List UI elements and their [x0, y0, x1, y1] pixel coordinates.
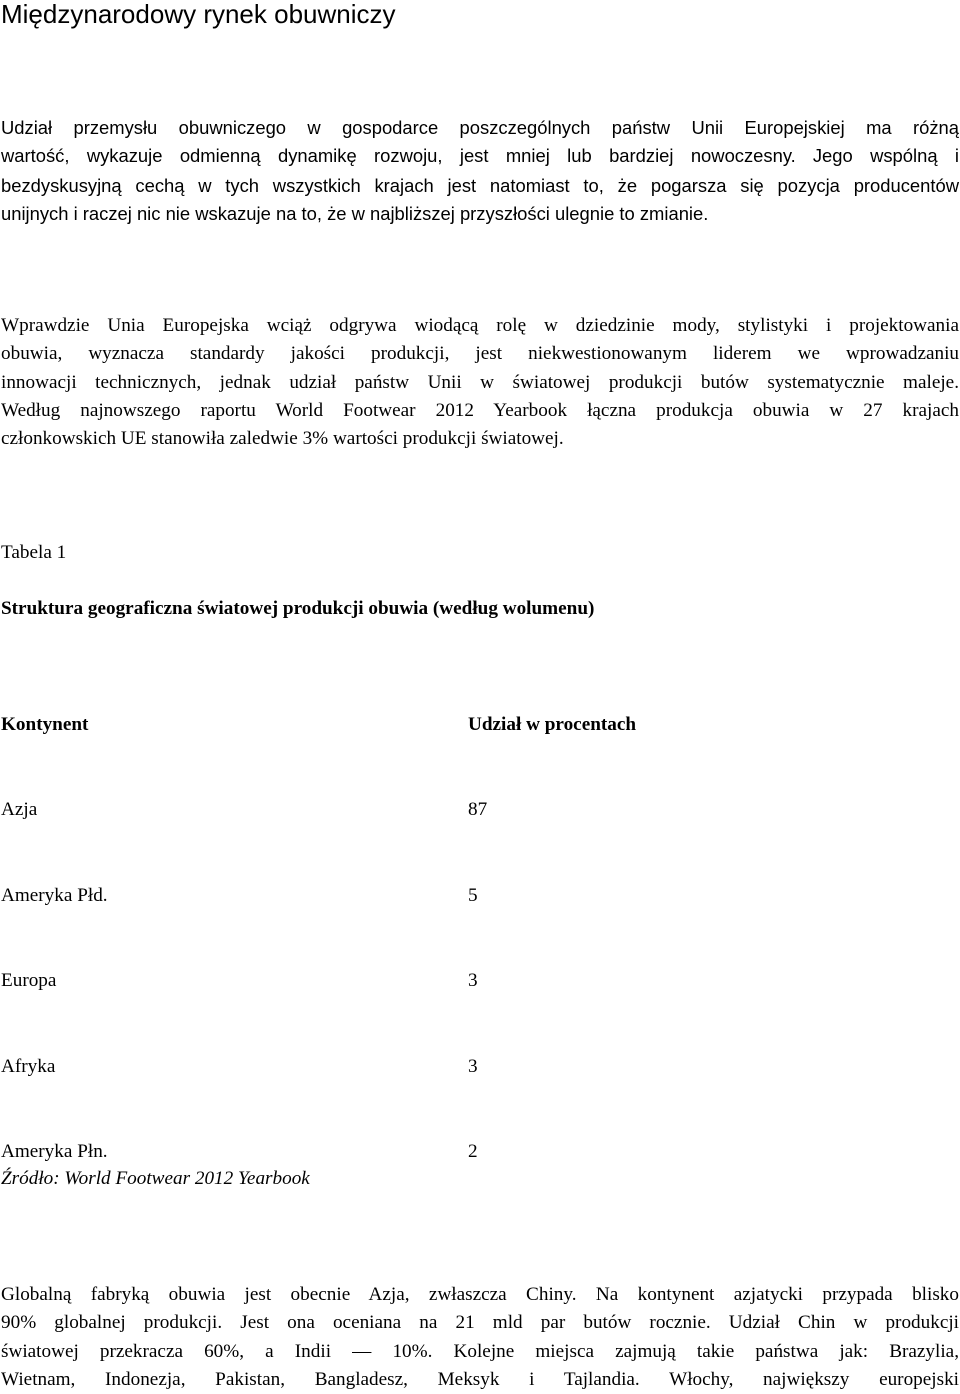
paragraph-asia: [1, 1281, 959, 1394]
paragraph-line: innowacji technicznych, jednak udział państw Unii w światowej produkcji butów systematycznie maleje.: [1, 371, 959, 393]
paragraph-line: światowej przekracza 60%, a Indii — 10%. Kolejne miejsca zajmują takie państwa jak: Brazylia,: [1, 1340, 959, 1362]
page-title: Międzynarodowy rynek obuwniczy: [1, 0, 396, 29]
paragraph-line-segment: wartość, wykazuje odmienną dynamikę rozwoju, jest mniej lub bardziej nowoczesny.: [1, 145, 796, 167]
table-cell-continent: Europa: [1, 970, 57, 991]
paragraph-line: Wietnam, Indonezja, Pakistan, Bangladesz, Meksyk i Tajlandia. Włochy, największy europejski: [1, 1368, 959, 1390]
paragraph-line: Udział przemysłu obuwniczego w gospodarce poszczególnych państw Unii Europejskiej ma różną: [1, 117, 959, 138]
paragraph-line: Globalną fabryką obuwia jest obecnie Azja, zwłaszcza Chiny. Na kontynent azjatycki przypada blisko: [1, 1284, 959, 1305]
table-cell-continent: Azja: [1, 799, 38, 820]
table-header-share: Udział w procentach: [468, 714, 637, 735]
table-cell-continent: Ameryka Płn.: [1, 1141, 108, 1162]
table-cell-share: 3: [468, 970, 478, 991]
table-cell-continent: Ameryka Płd.: [1, 885, 108, 906]
paragraph-line: Według najnowszego raportu World Footwear 2012 Yearbook łączna produkcja obuwia w 27 krajach: [1, 399, 959, 421]
production-table: [1, 0, 959, 1194]
paragraph-line: obuwia, wyznacza standardy jakości produkcji, jest niekwestionowanym liderem we wprowadzaniu: [1, 343, 959, 365]
table-source: Źródło: World Footwear 2012 Yearbook: [1, 1168, 310, 1189]
table-cell-share: 5: [468, 885, 478, 906]
table-header-continent: Kontynent: [1, 714, 89, 735]
paragraph-line: unijnych i raczej nic nie wskazuje na to, że w najbliższej przyszłości ulegnie to zmianie.: [1, 202, 709, 224]
table-cell-share: 87: [468, 799, 488, 820]
table-title: Struktura geograficzna światowej produkcji obuwia (według wolumenu): [1, 598, 595, 619]
paragraph-line: członkowskich UE stanowiła zaledwie 3% wartości produkcji światowej.: [1, 428, 564, 450]
paragraph-line: 90% globalnej produkcji. Jest ona oceniana na 21 mld par butów rocznie. Udział Chin w produkcji: [1, 1312, 959, 1334]
table-cell-share: 3: [468, 1056, 478, 1077]
table-label: Tabela 1: [1, 542, 67, 563]
table-cell-share: 2: [468, 1141, 478, 1162]
table-cell-continent: Afryka: [1, 1056, 56, 1077]
paragraph-line-segment: Jego wspólną i: [812, 145, 960, 167]
paragraph-line: bezdyskusyjną cechą w tych wszystkich krajach jest natomiast to, że pogarsza się pozycja producentów: [1, 174, 959, 196]
paragraph-line: Wprawdzie Unia Europejska wciąż odgrywa wiodącą rolę w dziedzinie mody, stylistyki i projektowania: [1, 315, 959, 336]
